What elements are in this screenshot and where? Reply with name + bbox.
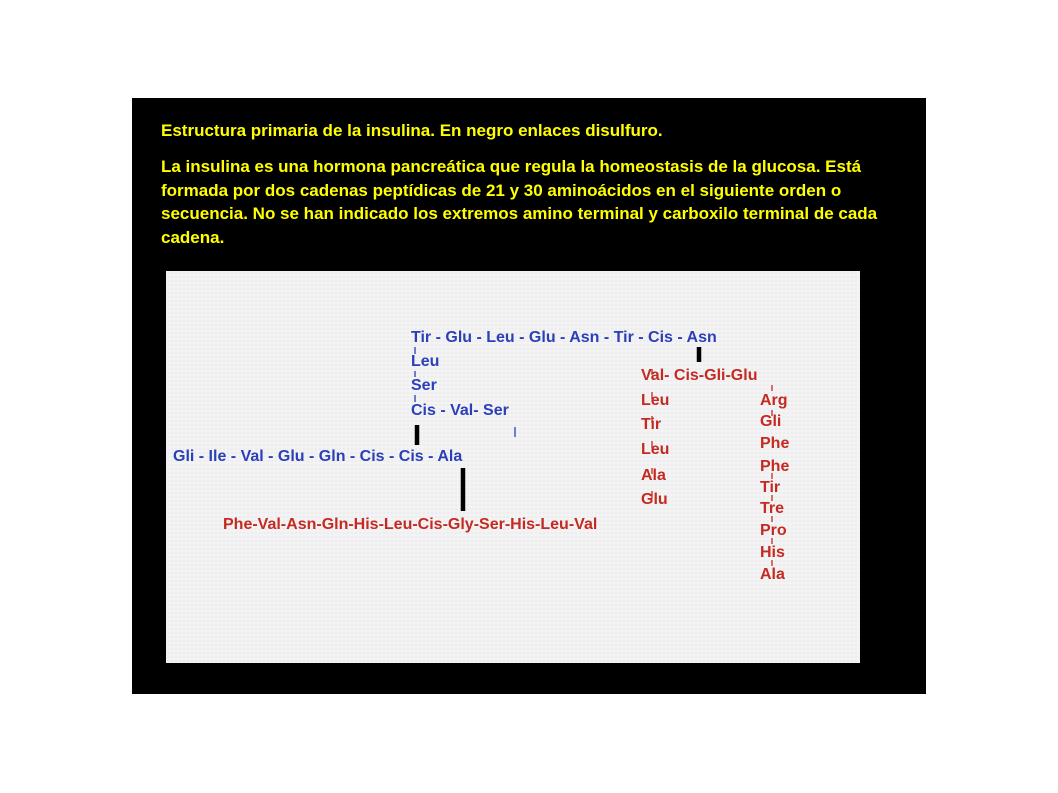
chain-a-residue: Ser bbox=[411, 377, 437, 394]
chain-b-residue: Tir bbox=[641, 416, 662, 433]
chain-b-residue: Glu bbox=[641, 491, 668, 508]
chain-b-residue: Tre bbox=[760, 500, 785, 517]
slide bbox=[132, 98, 926, 694]
chain-b-residue: Gli bbox=[760, 413, 782, 430]
caption-title: Estructura primaria de la insulina. En negro enlaces disulfuro. bbox=[161, 121, 663, 140]
chain-b-residue: His bbox=[760, 544, 785, 561]
chain-a-loop-row: Cis - Val- Ser bbox=[411, 402, 509, 419]
chain-a-bottom-row: Gli - Ile - Val - Glu - Gln - Cis - Cis - Ala bbox=[173, 448, 463, 465]
chain-a-residue: Leu bbox=[411, 353, 440, 370]
chain-b-residue: Phe bbox=[760, 435, 790, 452]
insulin-diagram-panel bbox=[166, 271, 860, 663]
chain-b-residue: Tir bbox=[760, 479, 781, 496]
chain-b-residue: Arg bbox=[760, 392, 788, 409]
chain-b-residue: Phe bbox=[760, 458, 790, 475]
caption-body: La insulina es una hormona pancreática que regula la homeostasis de la glucosa. Está formada por dos cadenas peptídicas de 21 y 30 aminoácidos en el siguiente orden o secuencia. No se han indicado los extremos amino terminal y carboxilo terminal de cada cadena. bbox=[161, 157, 878, 247]
chain-b-residue: Leu bbox=[641, 392, 670, 409]
chain-b-horizontal: Phe-Val-Asn-Gln-His-Leu-Cis-Gly-Ser-His-Leu-Val bbox=[223, 516, 598, 533]
chain-b-residue: Pro bbox=[760, 522, 787, 539]
chain-b-residue: Leu bbox=[641, 441, 670, 458]
chain-b-residue: Ala bbox=[760, 566, 785, 583]
chain-b-top-row: Val- Cis-Gli-Glu bbox=[641, 367, 758, 384]
chain-b-residue: Ala bbox=[641, 467, 666, 484]
chain-a-top-row: Tir - Glu - Leu - Glu - Asn - Tir - Cis - Asn bbox=[411, 329, 717, 346]
insulin-structure-diagram bbox=[166, 271, 860, 663]
